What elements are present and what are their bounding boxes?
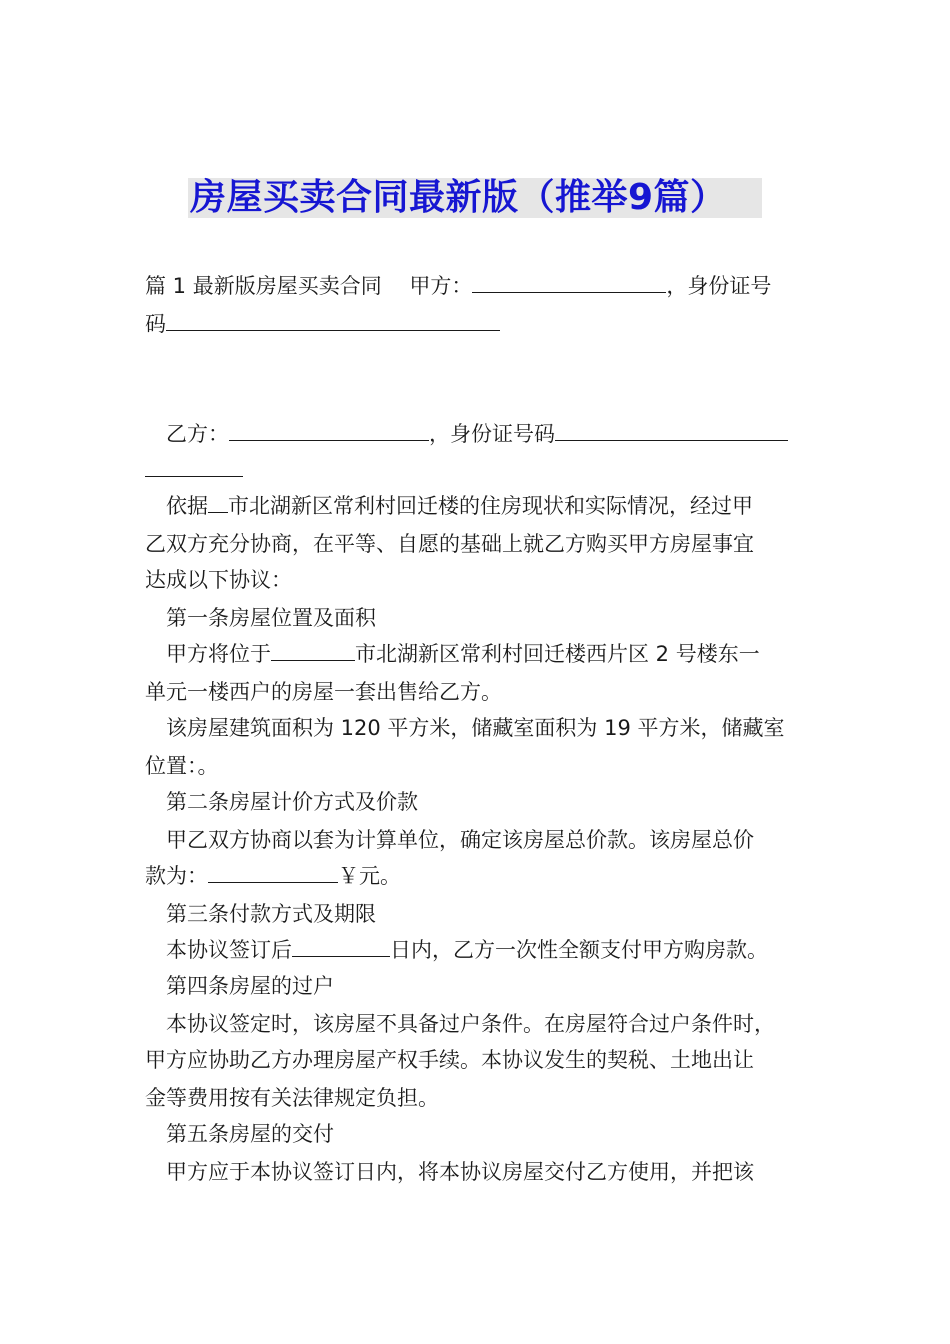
- section-heading: 第五条房屋的交付: [145, 1122, 334, 1146]
- text-line: 单元一楼西户的房屋一套出售给乙方。: [145, 680, 502, 704]
- section-heading: 第一条房屋位置及面积: [145, 606, 376, 630]
- text-line: 甲方应于本协议签订日内，将本协议房屋交付乙方使用，并把该: [145, 1160, 754, 1184]
- text-line: [145, 862, 401, 890]
- text-segment: 本协议签订后: [145, 938, 292, 962]
- blank-underline: [271, 640, 355, 661]
- blank-underline: [472, 272, 666, 293]
- text-line: [145, 420, 788, 448]
- blank-underline: [208, 862, 338, 883]
- blank-underline: [145, 456, 243, 477]
- text-segment: 甲方将位于: [145, 642, 271, 666]
- text-segment: 市北湖新区常利村回迁楼西片区 2 号楼东一: [355, 642, 760, 666]
- text-line: [145, 272, 771, 300]
- text-segment: ，身份证号码: [429, 422, 555, 446]
- document-title: 房屋买卖合同最新版（推举9篇）: [190, 177, 727, 218]
- text-line: 该房屋建筑面积为 120 平方米，储藏室面积为 19 平方米，储藏室: [145, 716, 785, 740]
- text-segment: 码: [145, 312, 166, 336]
- text-line: 金等费用按有关法律规定负担。: [145, 1086, 439, 1110]
- text-segment: 市北湖新区常利村回迁楼的住房现状和实际情况，经过甲: [228, 494, 753, 518]
- blank-underline: [166, 310, 500, 331]
- text-line: 达成以下协议：: [145, 568, 292, 592]
- section-heading: 第四条房屋的过户: [145, 974, 334, 998]
- text-line: [145, 492, 753, 520]
- text-line: 甲方应协助乙方办理房屋产权手续。本协议发生的契税、土地出让: [145, 1048, 754, 1072]
- text-line: 本协议签定时，该房屋不具备过户条件。在房屋符合过户条件时，: [145, 1012, 775, 1036]
- text-segment: 乙方：: [145, 422, 229, 446]
- text-line: [145, 640, 760, 668]
- text-segment: 款为：: [145, 864, 208, 888]
- section-heading: 第二条房屋计价方式及价款: [145, 790, 418, 814]
- blank-underline: [229, 420, 429, 441]
- text-segment: ￥元。: [338, 864, 401, 888]
- text-segment: ，身份证号: [666, 274, 772, 298]
- text-segment: 依据: [145, 494, 208, 518]
- blank-underline: [555, 420, 788, 441]
- text-line: 乙双方充分协商，在平等、自愿的基础上就乙方购买甲方房屋事宜: [145, 532, 754, 556]
- text-segment: 日内，乙方一次性全额支付甲方购房款。: [390, 938, 768, 962]
- text-line: 甲乙双方协商以套为计算单位，确定该房屋总价款。该房屋总价: [145, 828, 754, 852]
- section-heading: 第三条付款方式及期限: [145, 902, 376, 926]
- text-line: [145, 310, 500, 338]
- text-line: [145, 456, 243, 484]
- text-line: [145, 936, 768, 964]
- text-line: 位置：。: [145, 754, 219, 778]
- blank-underline: [208, 492, 228, 513]
- text-segment: 篇 1 最新版房屋买卖合同 甲方：: [145, 274, 473, 298]
- blank-underline: [292, 936, 390, 957]
